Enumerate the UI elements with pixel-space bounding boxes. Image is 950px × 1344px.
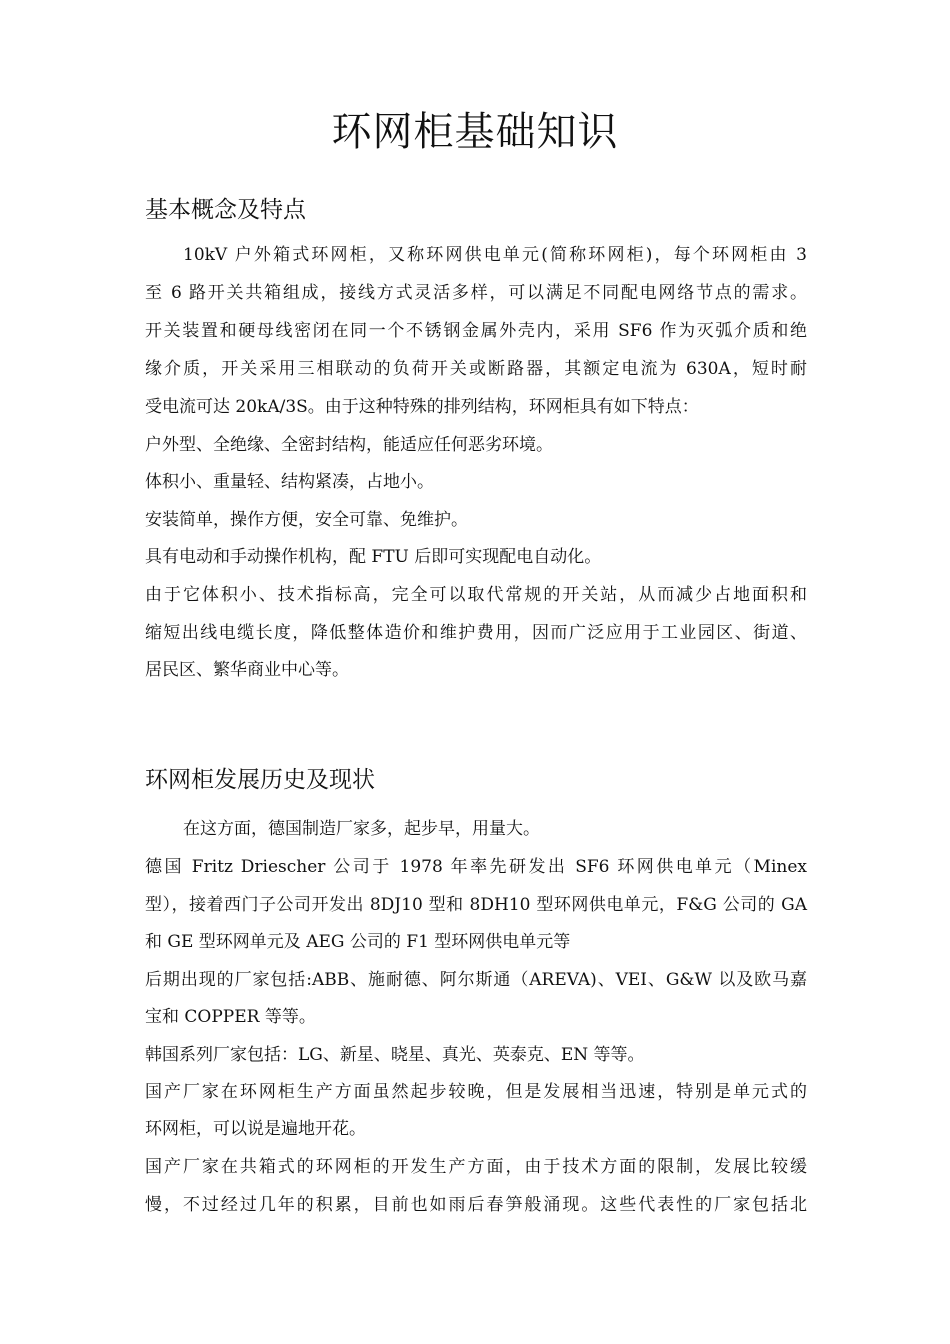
paragraph-line: 德国 Fritz Driescher 公司于 1978 年率先研发出 SF6 环网供电单元（Minex (145, 857, 807, 877)
paragraph-line: 国产厂家在共箱式的环网柜的开发生产方面，由于技术方面的限制，发展比较缓 (145, 1157, 807, 1177)
paragraph-line: 在这方面，德国制造厂家多，起步早，用量大。 (183, 819, 540, 839)
paragraph-line: 和 GE 型环网单元及 AEG 公司的 F1 型环网供电单元等 (145, 932, 571, 952)
paragraph-line: 至 6 路开关共箱组成，接线方式灵活多样，可以满足不同配电网络节点的需求。 (145, 283, 807, 303)
feature-line: 体积小、重量轻、结构紧凑，占地小。 (145, 472, 434, 492)
paragraph-line: 缩短出线电缆长度，降低整体造价和维护费用，因而广泛应用于工业园区、街道、 (145, 623, 807, 643)
paragraph-line: 开关装置和硬母线密闭在同一个不锈钢金属外壳内，采用 SF6 作为灭弧介质和绝 (145, 321, 807, 341)
paragraph-line: 由于它体积小、技术指标高，完全可以取代常规的开关站，从而减少占地面积和 (145, 585, 807, 605)
feature-line: 安装简单，操作方便，安全可靠、免维护。 (145, 510, 468, 530)
paragraph-line: 缘介质，开关采用三相联动的负荷开关或断路器，其额定电流为 630A，短时耐 (145, 359, 807, 379)
feature-line: 具有电动和手动操作机构，配 FTU 后即可实现配电自动化。 (145, 547, 602, 567)
paragraph-line: 受电流可达 20kA/3S。由于这种特殊的排列结构，环网柜具有如下特点： (145, 397, 699, 417)
document-title: 环网柜基础知识 (331, 109, 619, 155)
section-heading-history: 环网柜发展历史及现状 (145, 767, 375, 793)
paragraph-line: 国产厂家在环网柜生产方面虽然起步较晚，但是发展相当迅速，特别是单元式的 (145, 1082, 807, 1102)
paragraph-line: 10kV 户外箱式环网柜，又称环网供电单元(简称环网柜)，每个环网柜由 3 (183, 245, 807, 265)
paragraph-line: 慢，不过经过几年的积累，目前也如雨后春笋般涌现。这些代表性的厂家包括北 (145, 1195, 807, 1215)
paragraph-line: 宝和 COPPER 等等。 (145, 1007, 316, 1027)
paragraph-line: 后期出现的厂家包括:ABB、施耐德、阿尔斯通（AREVA)、VEI、G&W 以及欧马嘉 (145, 970, 807, 990)
section-heading-basic-concepts: 基本概念及特点 (145, 197, 306, 223)
feature-line: 户外型、全绝缘、全密封结构，能适应任何恶劣环境。 (145, 435, 553, 455)
paragraph-line: 型），接着西门子公司开发出 8DJ10 型和 8DH10 型环网供电单元，F&G 公司的 GA (145, 895, 807, 915)
paragraph-line: 韩国系列厂家包括：LG、新星、晓星、真光、英泰克、EN 等等。 (145, 1045, 645, 1065)
paragraph-line: 环网柜，可以说是遍地开花。 (145, 1119, 366, 1139)
paragraph-line: 居民区、繁华商业中心等。 (145, 660, 349, 680)
